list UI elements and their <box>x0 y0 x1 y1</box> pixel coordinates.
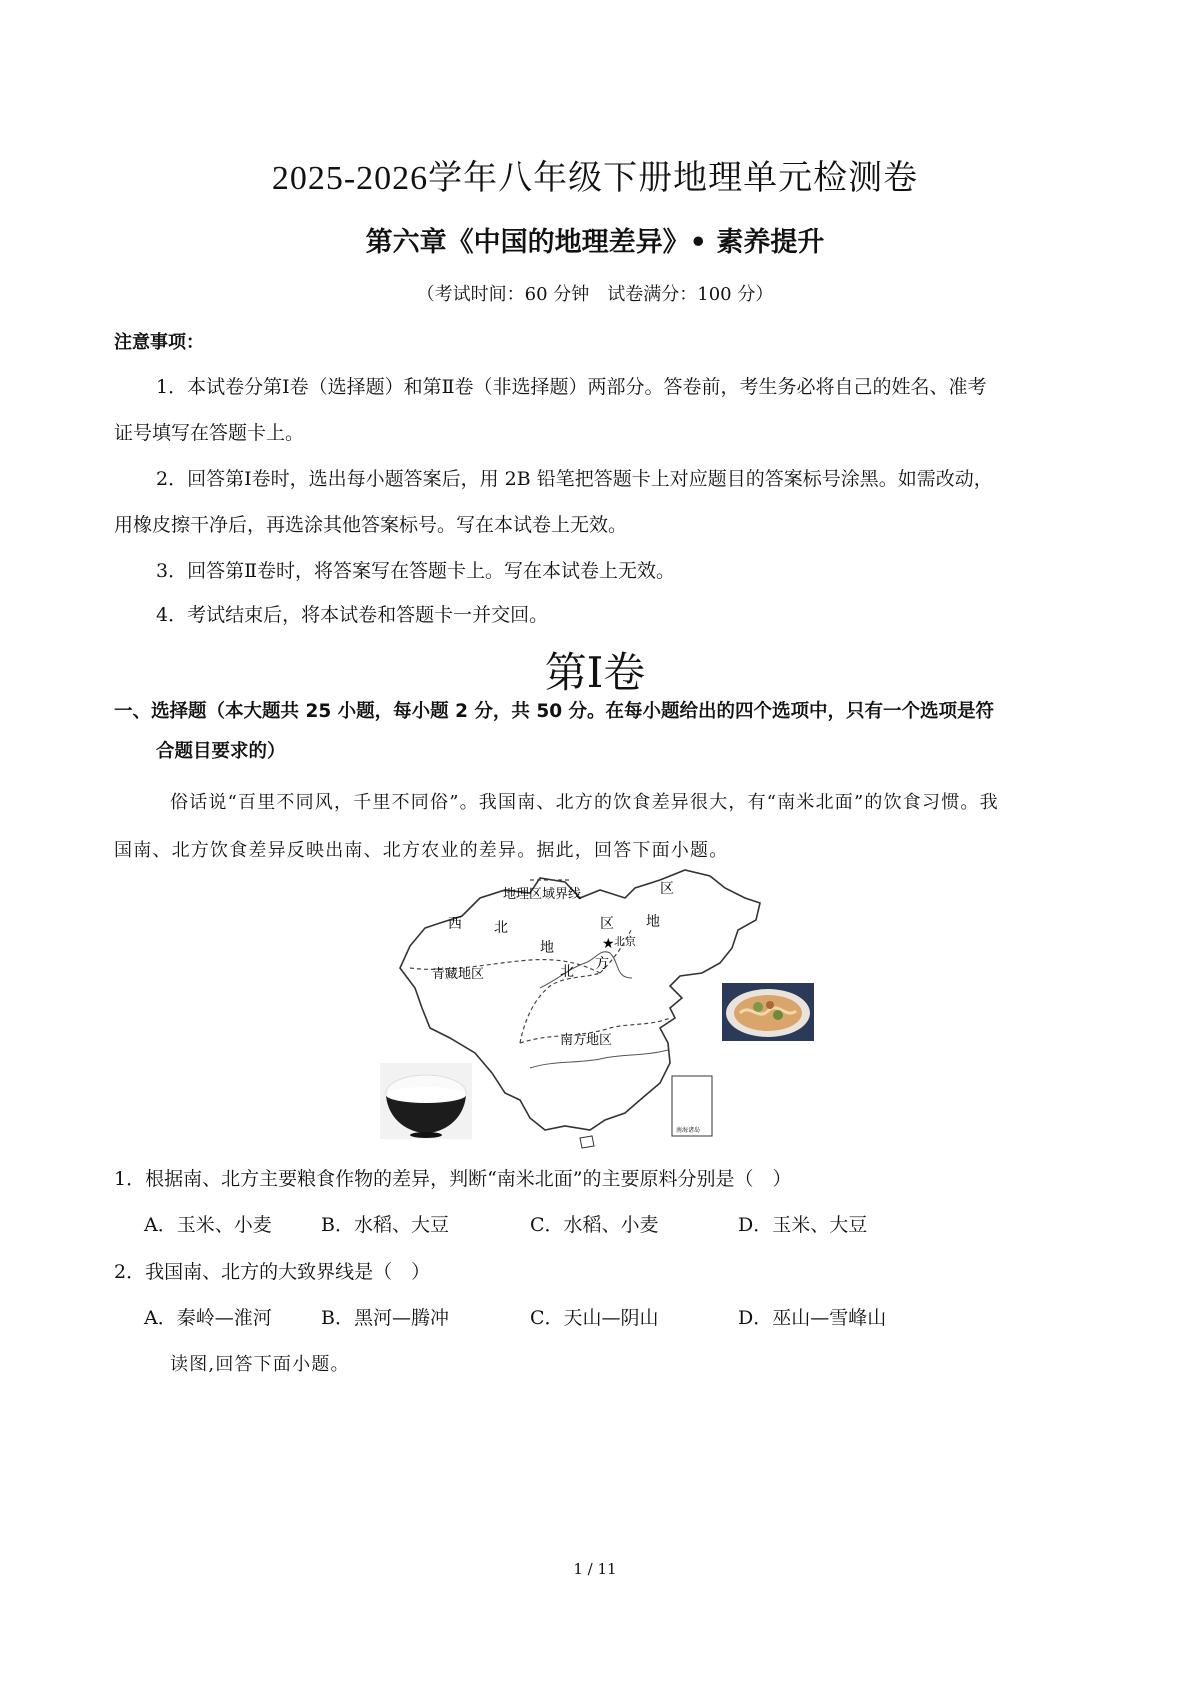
question-1-option-d[interactable]: D．玉米、大豆 <box>738 1214 868 1236</box>
label-nanfang: 南方地区 <box>560 1033 613 1048</box>
chapter-subtitle: 第六章《中国的地理差异》• 素养提升 <box>365 227 825 258</box>
intro-line2: 国南、北方饮食差异反映出南、北方农业的差异。据此，回答下面小题。 <box>114 840 729 861</box>
notice-heading: 注意事项： <box>114 332 204 353</box>
noodle-bowl-image <box>722 983 814 1041</box>
label-qingzang: 青藏地区 <box>432 967 485 982</box>
label-xi: 西 <box>448 916 462 932</box>
label-qu-1: 区 <box>600 916 614 932</box>
volume-heading: 第Ⅰ卷 <box>544 651 646 697</box>
notice-item-3: 3．回答第Ⅱ卷时，将答案写在答题卡上。写在本试卷上无效。 <box>156 560 676 582</box>
question-1-stem: 1．根据南、北方主要粮食作物的差异，判断“南米北面”的主要原料分别是（ ） <box>114 1168 792 1190</box>
label-beijing: 北京 <box>614 935 636 948</box>
page-title: 2025-2026学年八年级下册地理单元检测卷 <box>271 160 919 197</box>
label-inset: 南海诸岛 <box>676 1127 701 1134</box>
question-2-stem: 2．我国南、北方的大致界线是（ ） <box>114 1261 431 1283</box>
label-fang: 方 <box>595 956 609 972</box>
label-bei-1: 北 <box>494 920 508 936</box>
question-2-option-a[interactable]: A．秦岭—淮河 <box>144 1307 272 1329</box>
intro-line1: 俗话说“百里不同风，千里不同俗”。我国南、北方的饮食差异很大，有“南米北面”的饮食习惯。我 <box>170 792 999 813</box>
exam-info: （考试时间：60 分钟 试卷满分：100 分） <box>416 284 774 305</box>
notice-item-2-line2: 用橡皮擦干净后，再选涂其他答案标号。写在本试卷上无效。 <box>114 514 628 536</box>
beijing-star-icon: ★ <box>602 936 615 952</box>
label-di-2: 地 <box>646 914 660 930</box>
label-di-1: 地 <box>540 940 554 956</box>
section-heading-line1: 一、选择题（本大题共 25 小题，每小题 2 分，共 50 分。在每小题给出的四个选项中，只有一个选项是符 <box>114 701 995 722</box>
question-2-option-c[interactable]: C．天山—阴山 <box>530 1307 659 1329</box>
question-1-option-c[interactable]: C．水稻、小麦 <box>530 1214 659 1236</box>
notice-item-1-line1: 1．本试卷分第Ⅰ卷（选择题）和第Ⅱ卷（非选择题）两部分。答卷前，考生务必将自己的姓名、准考 <box>156 376 987 398</box>
notice-item-1-line2: 证号填写在答题卡上。 <box>114 422 305 444</box>
hainan-island <box>580 1136 594 1148</box>
question-2-option-b[interactable]: B．黑河—腾冲 <box>321 1307 449 1329</box>
map-legend: 地理区域界线 <box>503 887 582 902</box>
question-2-option-d[interactable]: D．巫山—雪峰山 <box>738 1307 887 1329</box>
label-bei-2: 北 <box>560 964 574 980</box>
question-1-option-b[interactable]: B．水稻、大豆 <box>321 1214 449 1236</box>
page-number: 1 / 11 <box>573 1560 617 1578</box>
notice-item-2-line1: 2．回答第Ⅰ卷时，选出每小题答案后，用 2B 铅笔把答题卡上对应题目的答案标号涂黑。如需改动， <box>156 468 993 490</box>
section-heading-line2: 合题目要求的） <box>156 741 286 762</box>
notice-item-4: 4．考试结束后，将本试卷和答题卡一并交回。 <box>156 604 549 626</box>
question-1-option-a[interactable]: A．玉米、小麦 <box>144 1214 272 1236</box>
rice-bowl-image <box>380 1063 472 1139</box>
read-prompt: 读图,回答下面小题。 <box>170 1354 350 1375</box>
label-qu-2: 区 <box>660 881 674 897</box>
